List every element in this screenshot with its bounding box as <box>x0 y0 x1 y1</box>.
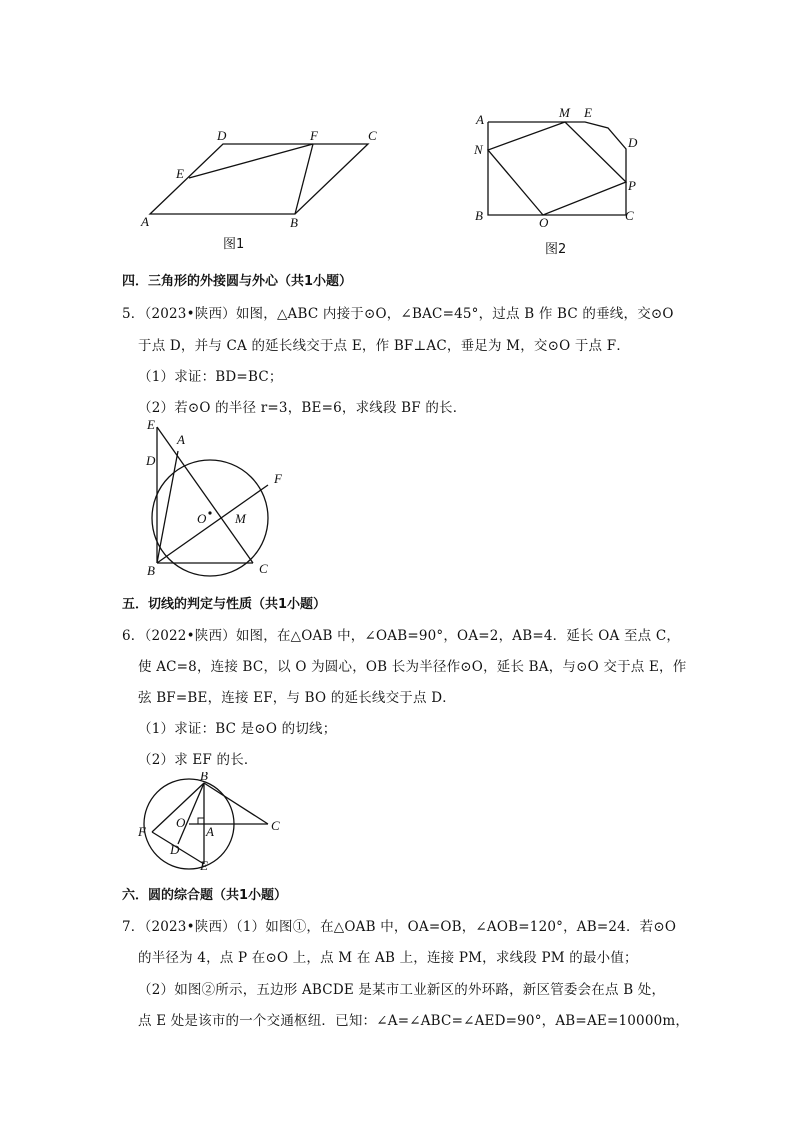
fig1-label-A: A <box>141 214 149 229</box>
q6-text-line2: 使 AC=8，连接 BC，以 O 为圆心，OB 长为半径作⊙O，延长 BA，与⊙O 交于点 E，作 <box>138 659 687 675</box>
q6-label-O: O <box>176 815 186 830</box>
fig2-quadrilateral-MNOP <box>488 122 626 215</box>
q7-text-line2: 的半径为 4，点 P 在⊙O 上，点 M 在 AB 上，连接 PM，求线段 PM 的最小值； <box>138 950 638 966</box>
figure-1 <box>135 120 395 232</box>
q6-label-B: B <box>200 772 208 783</box>
q5-center-dot <box>208 511 211 514</box>
fig1-label-F: F <box>310 128 318 143</box>
section-5-heading: 五．切线的判定与性质（共1小题） <box>122 597 327 612</box>
q6-figure <box>132 772 292 872</box>
q6-part2: （2）求 EF 的长． <box>138 752 258 768</box>
q6-label-C: C <box>271 818 280 833</box>
q5-label-M: M <box>235 511 246 526</box>
fig1-label-D: D <box>217 128 227 143</box>
figure-2 <box>468 100 648 230</box>
section-6-heading: 六．圆的综合题（共1小题） <box>122 888 288 903</box>
fig1-caption: 图1 <box>223 237 245 252</box>
q5-part2: （2）若⊙O 的半径 r=3，BE=6，求线段 BF 的长． <box>138 400 467 416</box>
q5-line-BF <box>157 485 268 563</box>
section-4-heading: 四．三角形的外接圆与外心（共1小题） <box>122 274 353 289</box>
q7-text-line1: 7．（2023•陕西）（1）如图①，在△OAB 中，OA=OB，∠AOB=120°，AB=24．若⊙O <box>122 919 677 935</box>
q6-label-D: D <box>170 842 180 857</box>
q6-line-BC <box>204 783 268 824</box>
q5-label-A: A <box>177 432 185 447</box>
q5-label-B: B <box>147 563 155 578</box>
fig2-caption: 图2 <box>545 242 567 257</box>
fig1-label-C: C <box>368 128 377 143</box>
q5-figure <box>140 415 300 583</box>
q5-label-C: C <box>259 561 268 576</box>
q5-label-D: D <box>146 453 156 468</box>
q6-label-E: E <box>200 858 208 872</box>
fig1-label-B: B <box>290 215 298 230</box>
q5-line-AB <box>157 451 178 563</box>
q6-label-F: F <box>138 824 146 839</box>
fig2-label-C: C <box>625 208 634 223</box>
fig1-line-FB <box>295 144 313 214</box>
q6-text-line1: 6．（2022•陕西）如图，在△OAB 中，∠OAB=90°，OA=2，AB=4．延长 OA 至点 C， <box>122 628 681 644</box>
q5-text-line2: 于点 D，并与 CA 的延长线交于点 E，作 BF⊥AC，垂足为 M，交⊙O 于点 F． <box>138 338 631 354</box>
q7-text-line4: 点 E 处是该市的一个交通枢纽．已知：∠A=∠ABC=∠AED=90°，AB=AE=10000m， <box>138 1013 690 1029</box>
fig2-label-M: M <box>559 105 570 120</box>
fig2-label-E: E <box>584 105 592 120</box>
q5-line-EC <box>157 427 253 563</box>
q5-label-F: F <box>274 471 282 486</box>
q6-line-BD <box>178 783 204 844</box>
q5-part1: （1）求证：BD=BC； <box>138 369 283 385</box>
fig2-pentagon <box>488 122 626 215</box>
q7-text-line3: （2）如图②所示，五边形 ABCDE 是某市工业新区的外环路，新区管委会在点 B 处， <box>138 982 666 998</box>
q5-text-line1: 5．（2023•陕西）如图，△ABC 内接于⊙O，∠BAC=45°，过点 B 作 BC 的垂线，交⊙O <box>122 306 674 322</box>
q6-right-angle-mark <box>198 818 204 824</box>
fig2-label-O: O <box>539 215 549 230</box>
q5-label-E: E <box>147 417 155 432</box>
q6-part1: （1）求证：BC 是⊙O 的切线； <box>138 721 337 737</box>
q6-label-A: A <box>206 824 214 839</box>
fig1-line-EF <box>189 144 313 178</box>
fig2-label-N: N <box>474 142 483 157</box>
q5-label-O: O <box>197 511 207 526</box>
q6-text-line3: 弦 BF=BE，连接 EF，与 BO 的延长线交于点 D． <box>138 690 456 706</box>
fig2-label-A: A <box>476 112 484 127</box>
fig2-label-P: P <box>628 178 636 193</box>
fig2-label-B: B <box>475 208 483 223</box>
fig2-label-D: D <box>628 135 638 150</box>
fig1-label-E: E <box>176 166 184 181</box>
